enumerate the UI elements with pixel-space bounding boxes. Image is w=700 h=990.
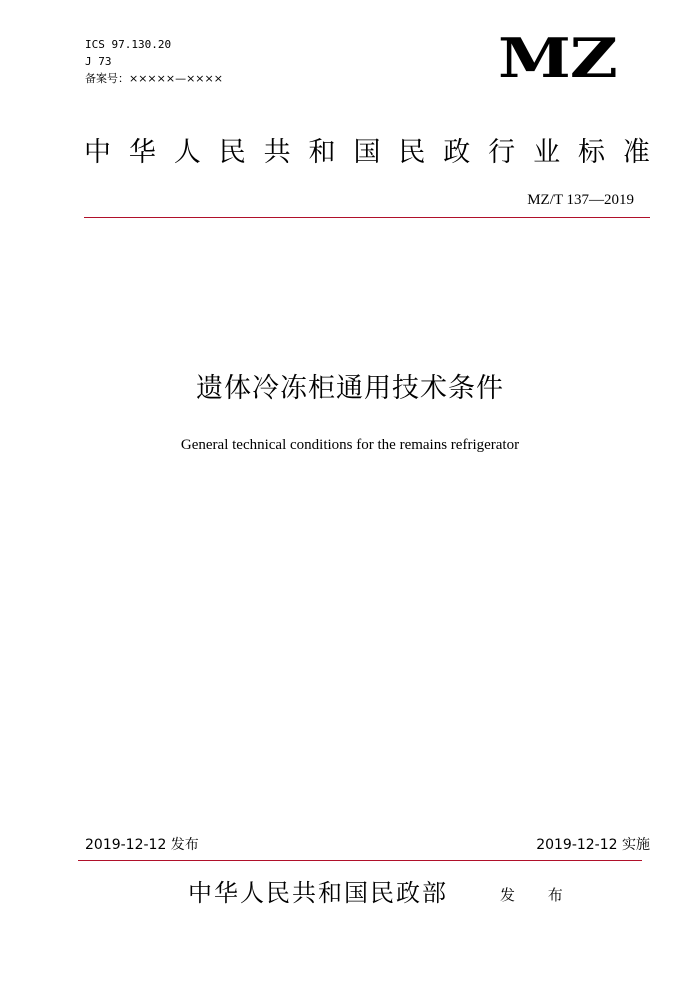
- standard-type-char: 华: [128, 137, 156, 168]
- standard-type-char: 中: [84, 137, 111, 168]
- implement-date: 2019-12-12 实施: [536, 837, 650, 853]
- top-divider: [84, 217, 650, 218]
- document-title-cn: 遗体冷冻柜通用技术条件: [196, 373, 504, 404]
- standard-type-char: 政: [443, 137, 471, 168]
- ics-code: ICS 97.130.20: [85, 38, 172, 51]
- standard-type-char: 行: [488, 137, 516, 168]
- standard-type-char: 准: [622, 137, 650, 168]
- standard-type-char: 和: [308, 137, 336, 168]
- mz-logo: MZ: [498, 26, 617, 90]
- issuer-name: 中华人民共和国民政部: [188, 879, 448, 907]
- standard-type-heading: [84, 136, 650, 170]
- document-title-en: General technical conditions for the remains refrigerator: [180, 437, 520, 453]
- standard-type-char: 民: [218, 137, 246, 168]
- issue-label: 发 布: [500, 886, 577, 904]
- issuer-row: [0, 876, 700, 912]
- standard-number: MZ/T 137—2019: [527, 192, 634, 208]
- standard-type-char: 共: [263, 137, 291, 168]
- standard-type-char: 民: [398, 137, 426, 168]
- bottom-divider: [78, 860, 642, 861]
- filing-number: 备案号：×××××—××××: [85, 72, 223, 85]
- standard-type-char: 标: [577, 137, 605, 168]
- publish-date: 2019-12-12 发布: [85, 837, 199, 853]
- standard-type-char: 人: [173, 137, 201, 168]
- standard-type-char: 业: [533, 137, 561, 168]
- classification-code: J 73: [85, 55, 112, 68]
- standard-type-char: 国: [353, 137, 381, 168]
